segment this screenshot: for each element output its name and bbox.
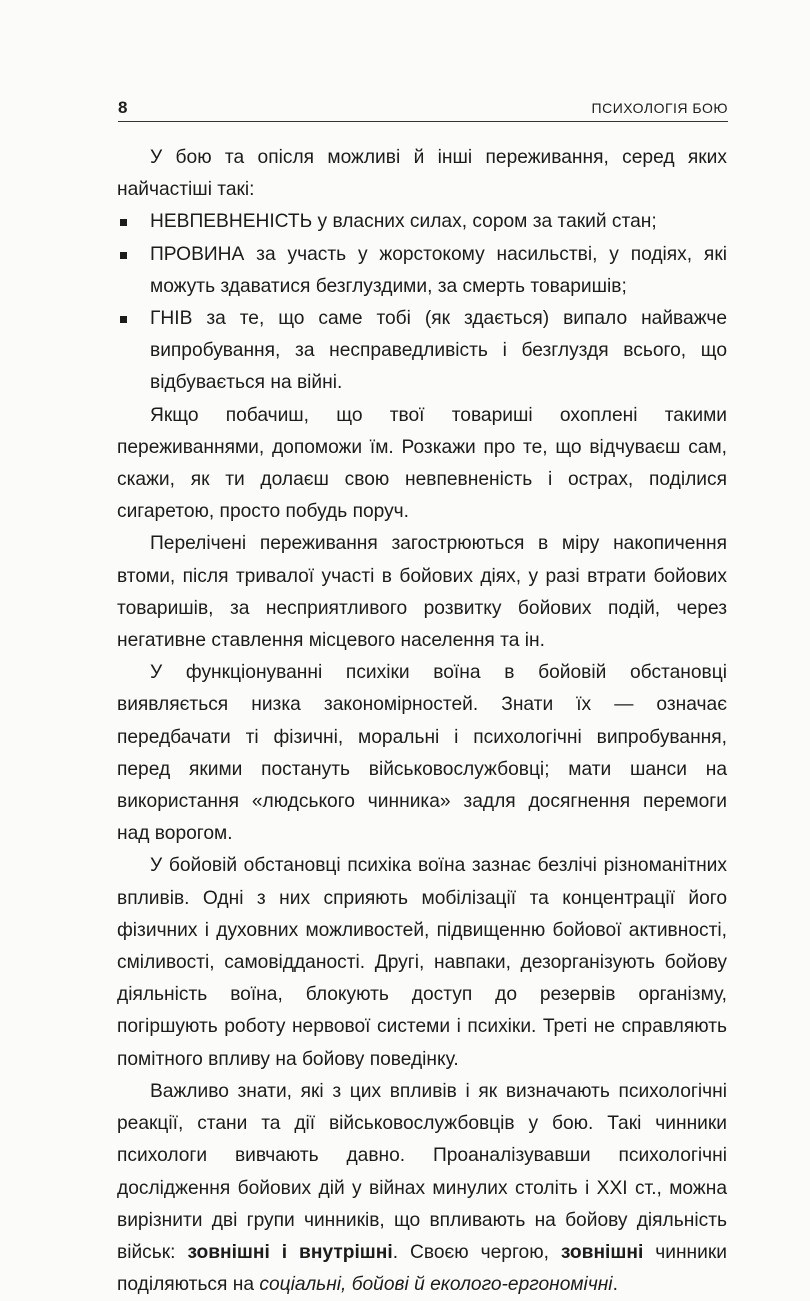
- italic-term: соціальні, бойові й еколого-ергономічні: [259, 1274, 613, 1296]
- list-text: у власних силах, сором за такий стан;: [312, 211, 657, 233]
- final-paragraph: [117, 1076, 727, 1301]
- text-run: Важливо знати, які з цих впливів і як визначають психологічні реакції, стани та дії військовослужбовців у бою. Такі чинники психологи вивчають давно. Проаналізувавши психологічні дослідження бойових дій у війнах минулих століть і ХХІ ст., можна вирізнити дві групи чинників, що впливають на бойову діяльність військ:: [117, 1080, 727, 1263]
- intro-paragraph: У бою та опісля можливі й інші переживання, серед яких найчастіші такі:: [117, 147, 727, 201]
- bold-term: зовнішні: [560, 1241, 644, 1263]
- paragraph: Перелічені переживання загострюються в міру накопичення втоми, після тривалої участі в бойових діях, у разі втрати бойових товаришів, за несприятливого розвитку бойових подій, через негативне ставлення місцевого населення та ін.: [117, 533, 727, 652]
- list-item: [117, 206, 727, 238]
- list-item: [117, 239, 727, 303]
- running-title: ПСИХОЛОГІЯ БОЮ: [591, 100, 728, 116]
- paragraph: У бойовій обстановці психіка воїна зазнає безлічі різноманітних впливів. Одні з них сприяють мобілізації та концентрації його фізичних і духовних можливостей, підвищенню бойової активності, сміливості, самовідданості. Другі, навпаки, дезорганізують бойову діяльність воїна, блокують доступ до резервів організму, погіршують роботу нервової системи і психіки. Треті не справляють помітного впливу на бойову поведінку.: [117, 855, 727, 1070]
- body-text: [117, 142, 727, 1301]
- page-header: [118, 96, 728, 122]
- paragraph: Якщо побачиш, що твої товариші охоплені такими переживаннями, допоможи їм. Розкажи про те, що відчуваєш сам, скажи, як ти долаєш свою невпевненість і острах, поділися сигаретою, просто побудь поруч.: [117, 404, 727, 523]
- bold-term: зовнішні і внутрішні: [187, 1241, 393, 1263]
- bullet-square-icon: [120, 219, 127, 226]
- text-run: чинники поділяються на: [117, 1241, 727, 1296]
- list-term: ПРОВИНА: [150, 243, 245, 265]
- header-rule: [118, 121, 728, 122]
- bullet-square-icon: [120, 252, 127, 259]
- text-run: .: [612, 1274, 618, 1296]
- list-item: [117, 303, 727, 400]
- bullet-list: [117, 206, 727, 399]
- list-text: за участь у жорстокому насильстві, у подіях, які можуть здаватися безглуздими, за смерть товаришів;: [150, 243, 727, 297]
- bullet-square-icon: [120, 316, 127, 323]
- list-text: за те, що саме тобі (як здається) випало найважче випробування, за несправедливість і безглуздя всього, що відбувається на війні.: [150, 308, 727, 394]
- list-term: НЕВПЕВНЕНІСТЬ: [150, 211, 313, 233]
- page-number: 8: [118, 98, 128, 117]
- list-term: ГНІВ: [150, 308, 193, 330]
- text-run: . Своєю чергою,: [392, 1241, 561, 1263]
- paragraph: У функціонуванні психіки воїна в бойовій обстановці виявляється низка закономірностей. Знати їх — означає передбачати ті фізичні, моральні і психологічні випробування, перед якими постануть військовослужбовці; мати шанси на використання «людського чинника» задля досягнення перемоги над ворогом.: [117, 662, 727, 845]
